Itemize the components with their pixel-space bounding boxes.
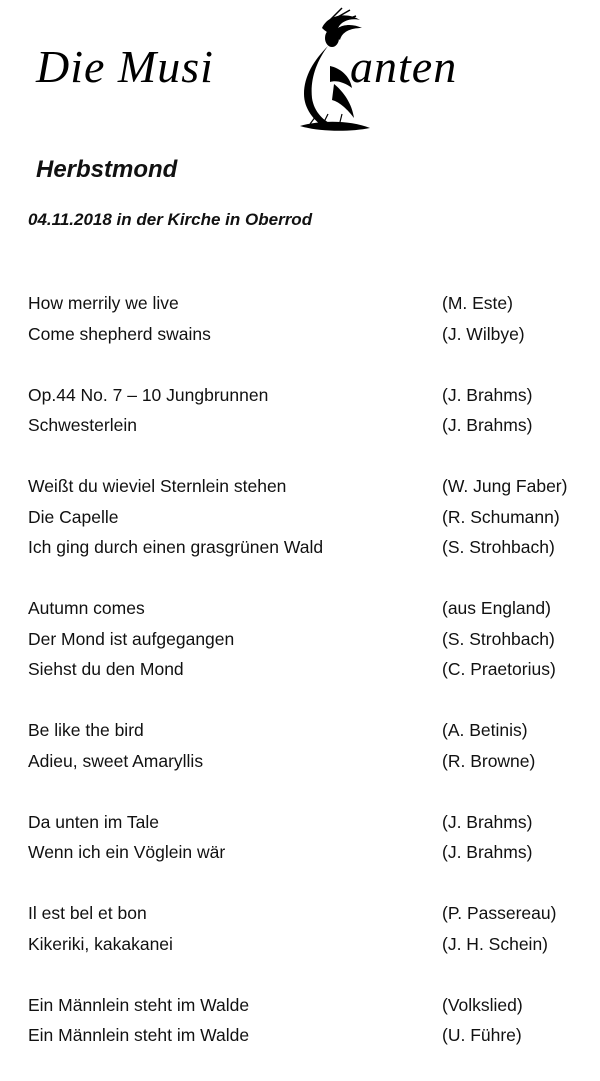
- composer-name: (W. Jung Faber): [442, 476, 568, 496]
- program-group: [28, 471, 588, 563]
- program-item: [28, 898, 588, 929]
- piece-title: Il est bel et bon: [28, 903, 147, 923]
- composer-name: (J. Wilbye): [442, 323, 525, 344]
- composer-name: (aus England): [442, 598, 551, 618]
- piece-title: Weißt du wieviel Sternlein stehen: [28, 476, 287, 496]
- program-group: [28, 593, 588, 685]
- program-item: [28, 654, 588, 685]
- piece-title: Der Mond ist aufgegangen: [28, 628, 235, 649]
- program-group: [28, 990, 588, 1051]
- program-item: [28, 532, 588, 563]
- program-item: [28, 380, 588, 411]
- composer-name: (M. Este): [442, 293, 513, 313]
- program-item: [28, 929, 588, 960]
- program-item: [28, 715, 588, 746]
- program-item: [28, 624, 588, 655]
- composer-name: (J. Brahms): [442, 415, 533, 435]
- program-item: [28, 990, 588, 1021]
- concert-date-location: 04.11.2018 in der Kirche in Oberrod: [28, 210, 313, 229]
- program-group: [28, 380, 588, 441]
- piece-title: Op.44 No. 7 – 10 Jungbrunnen: [28, 384, 269, 405]
- composer-name: (S. Strohbach): [442, 628, 555, 649]
- composer-name: (Volkslied): [442, 994, 523, 1015]
- piece-title: Be like the bird: [28, 720, 144, 740]
- piece-title: Ich ging durch einen grasgrünen Wald: [28, 537, 324, 557]
- piece-title: Autumn comes: [28, 598, 145, 618]
- composer-name: (A. Betinis): [442, 720, 528, 740]
- program-group: [28, 288, 588, 349]
- program-group: [28, 715, 588, 776]
- composer-name: (J. Brahms): [442, 842, 533, 862]
- composer-name: (S. Strohbach): [442, 537, 555, 557]
- piece-title: Come shepherd swains: [28, 323, 211, 344]
- page-title: Herbstmond: [36, 156, 178, 183]
- piece-title: Da unten im Tale: [28, 811, 160, 832]
- piece-title: Ein Männlein steht im Walde: [28, 994, 250, 1015]
- logo-text-left: Die Musi: [36, 41, 214, 92]
- composer-name: (U. Führe): [442, 1025, 522, 1045]
- piece-title: Adieu, sweet Amaryllis: [28, 750, 204, 771]
- program-list: [28, 288, 588, 1081]
- piece-title: Kikeriki, kakakanei: [28, 933, 173, 954]
- program-item: [28, 319, 588, 350]
- program-item: [28, 471, 588, 502]
- program-item: [28, 837, 588, 868]
- piece-title: Die Capelle: [28, 506, 119, 527]
- program-group: [28, 898, 588, 959]
- program-item: [28, 746, 588, 777]
- composer-name: (J. Brahms): [442, 811, 533, 832]
- composer-name: (R. Browne): [442, 750, 536, 771]
- piece-title: Wenn ich ein Vöglein wär: [28, 842, 226, 862]
- logo: [0, 0, 600, 140]
- program-item: [28, 502, 588, 533]
- piece-title: Ein Männlein steht im Walde: [28, 1025, 250, 1045]
- composer-name: (J. H. Schein): [442, 933, 548, 954]
- program-group: [28, 807, 588, 868]
- composer-name: (R. Schumann): [442, 506, 560, 527]
- piece-title: How merrily we live: [28, 293, 179, 313]
- piece-title: Schwesterlein: [28, 415, 137, 435]
- piece-title: Siehst du den Mond: [28, 659, 184, 679]
- logo-text-right: anten: [350, 41, 458, 92]
- program-item: [28, 288, 588, 319]
- program-item: [28, 1020, 588, 1051]
- composer-name: (P. Passereau): [442, 903, 557, 923]
- composer-name: (C. Praetorius): [442, 659, 556, 679]
- program-item: [28, 807, 588, 838]
- composer-name: (J. Brahms): [442, 384, 533, 405]
- program-item: [28, 593, 588, 624]
- program-item: [28, 410, 588, 441]
